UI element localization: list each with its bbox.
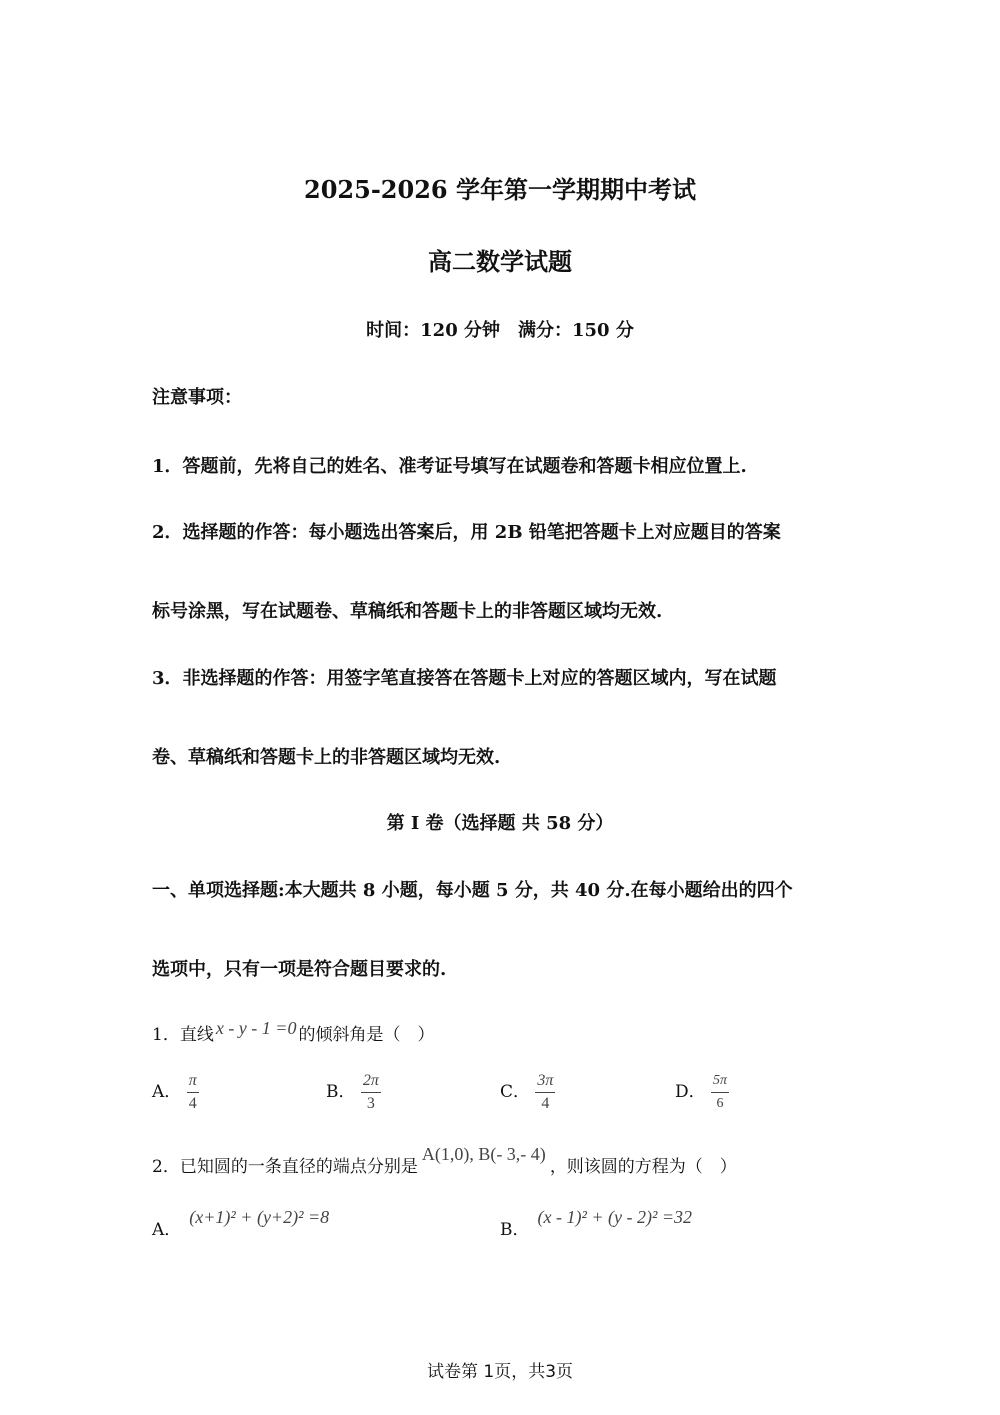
question-1-prefix: 1．直线 bbox=[152, 1025, 214, 1045]
option-expression: (x+1)² + (y+2)² =8 bbox=[189, 1207, 330, 1227]
option-label: C． bbox=[500, 1082, 531, 1102]
option-label: B． bbox=[500, 1220, 530, 1240]
option-label: A． bbox=[152, 1082, 182, 1102]
exam-meta: 时间：120 分钟 满分：150 分 bbox=[366, 320, 634, 341]
page-footer: 试卷第 1页，共3页 bbox=[426, 1362, 574, 1382]
question-1-option-d bbox=[675, 1072, 729, 1113]
question-2-option-b bbox=[500, 1207, 693, 1240]
question-2-suffix: ，则该圆的方程为（ ） bbox=[549, 1157, 737, 1177]
option-fraction: $\frac{\pi}{4}$ bbox=[188, 1072, 197, 1112]
question-1-option-c bbox=[500, 1072, 555, 1113]
question-1-suffix: 的倾斜角是（ ） bbox=[298, 1025, 435, 1045]
question-2-option-a bbox=[152, 1207, 330, 1240]
question-2-math: A(1,0), B(- 3,- 4) bbox=[421, 1144, 546, 1164]
option-label: A． bbox=[152, 1220, 182, 1240]
question-1-option-b bbox=[326, 1072, 381, 1113]
question-2 bbox=[152, 1144, 737, 1177]
option-fraction: $\frac{5\pi}{6}$ bbox=[713, 1073, 728, 1111]
volume-heading: 第 I 卷（选择题 共 58 分） bbox=[386, 813, 614, 834]
exam-title: 2025-2026 学年第一学期期中考试 bbox=[304, 175, 696, 204]
part1-heading-b: 选项中，只有一项是符合题目要求的. bbox=[152, 959, 447, 980]
notice-line-3b: 卷、草稿纸和答题卡上的非答题区域均无效. bbox=[152, 747, 501, 768]
notice-line-1: 1．答题前，先将自己的姓名、准考证号填写在试题卷和答题卡相应位置上. bbox=[152, 456, 747, 477]
notice-line-2a: 2．选择题的作答：每小题选出答案后，用 2B 铅笔把答题卡上对应题目的答案 bbox=[152, 522, 781, 543]
exam-subtitle: 高二数学试题 bbox=[428, 247, 572, 276]
question-1-option-a bbox=[152, 1072, 199, 1113]
option-fraction: $\frac{2\pi}{3}$ bbox=[362, 1072, 379, 1112]
notice-line-3a: 3．非选择题的作答：用签字笔直接答在答题卡上对应的答题区域内，写在试题 bbox=[152, 668, 777, 689]
option-label: B． bbox=[326, 1082, 356, 1102]
part1-heading-a: 一、单项选择题:本大题共 8 小题，每小题 5 分，共 40 分.在每小题给出的四个 bbox=[152, 880, 793, 901]
notice-heading: 注意事项： bbox=[152, 387, 242, 408]
notice-line-2b: 标号涂黑，写在试题卷、草稿纸和答题卡上的非答题区域均无效. bbox=[152, 601, 663, 622]
question-2-prefix: 2．已知圆的一条直径的端点分别是 bbox=[152, 1157, 418, 1177]
question-1 bbox=[152, 1020, 434, 1045]
option-fraction: $\frac{3\pi}{4}$ bbox=[537, 1072, 554, 1112]
option-label: D． bbox=[675, 1082, 706, 1102]
question-1-math: x - y - 1 =0 bbox=[215, 1018, 297, 1038]
option-expression: (x - 1)² + (y - 2)² =32 bbox=[537, 1207, 693, 1227]
